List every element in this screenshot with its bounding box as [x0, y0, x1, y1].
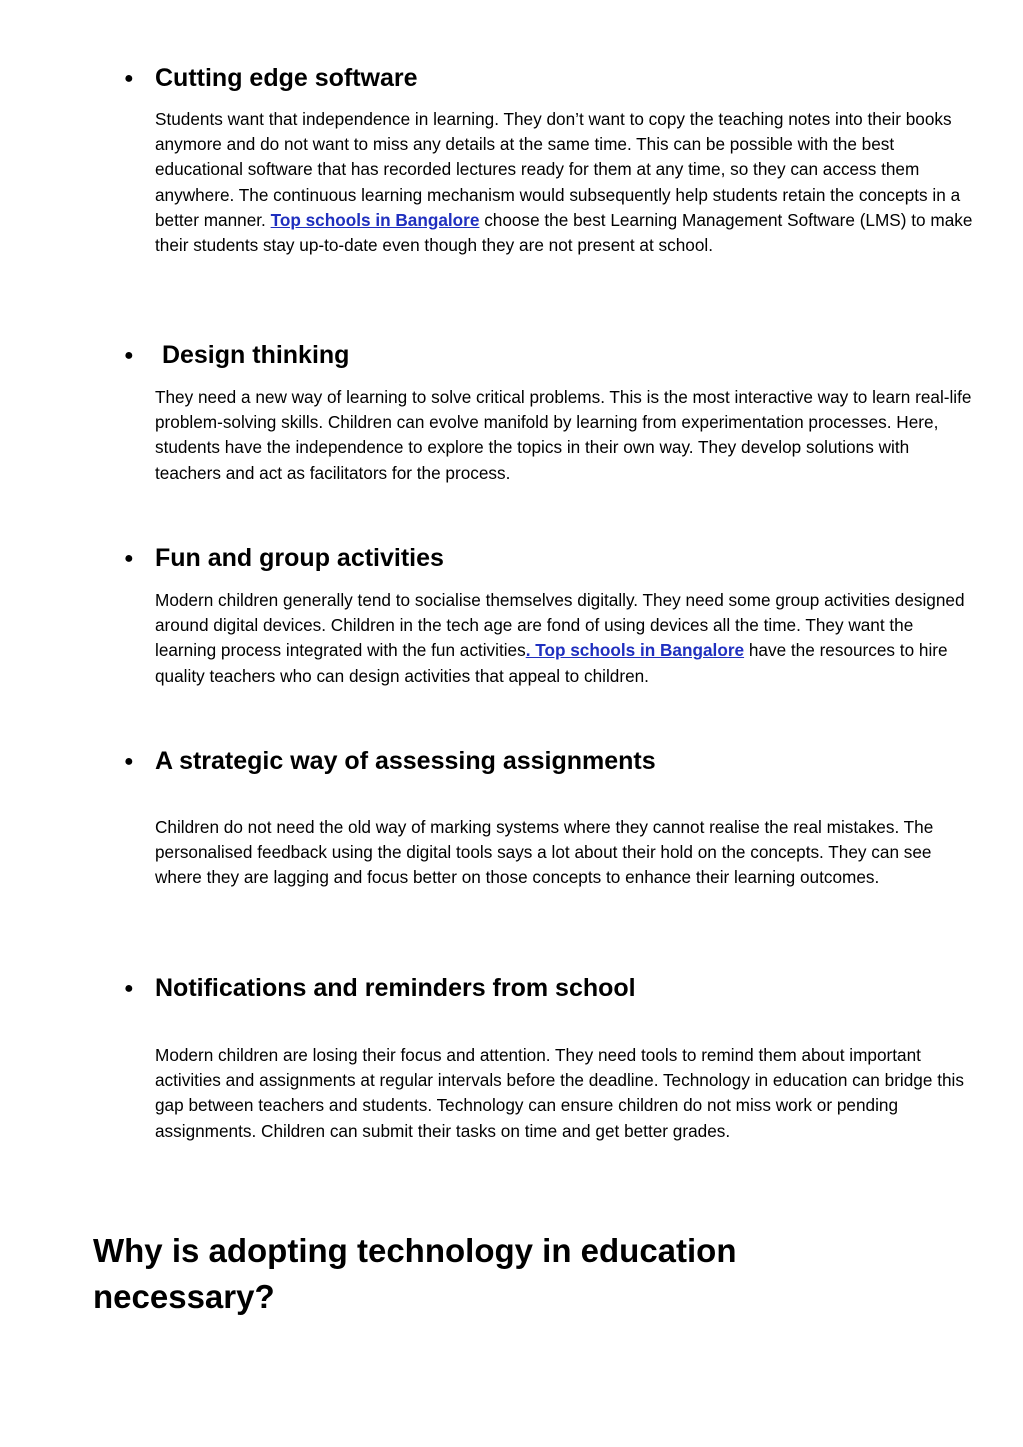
- top-schools-bangalore-link[interactable]: . Top schools in Bangalore: [525, 640, 745, 661]
- heading-text: Notifications and reminders from school: [155, 974, 636, 1002]
- heading-text: Fun and group activities: [155, 544, 444, 572]
- bullet-icon: ●: [124, 753, 134, 770]
- section-paragraph-notifications-reminders: [155, 1043, 975, 1144]
- section-heading-design-thinking: [124, 340, 349, 371]
- paragraph-text: choose the best Learning Management Software (LMS) to make their students stay up-to-date even though they are not present at school.: [155, 209, 973, 256]
- section-heading-notifications-reminders: [124, 973, 636, 1004]
- section-paragraph-fun-group-activities: [155, 588, 975, 689]
- heading-text: A strategic way of assessing assignments: [155, 747, 656, 775]
- bullet-icon: ●: [124, 347, 134, 364]
- bullet-icon: ●: [124, 70, 134, 87]
- paragraph-text: have the resources to hire quality teachers who can design activities that appeal to children.: [155, 640, 948, 686]
- section-heading-cutting-edge-software: [124, 63, 418, 94]
- paragraph-text: Modern children generally tend to socialise themselves digitally. They need some group activities designed around digital devices. Children in the tech age are fond of using devices all the time. They want the learning process integrated with the fun activities: [155, 590, 965, 661]
- paragraph-text: Modern children are losing their focus and attention. They need tools to remind them about important activities and assignments at regular intervals before the deadline. Technology in education can bridge this gap between teachers and students. Technology can ensure children do not miss work or pending assignments. Children can submit their tasks on time and get better grades.: [155, 1045, 964, 1141]
- section-heading-fun-group-activities: [124, 543, 444, 574]
- paragraph-text: Children do not need the old way of marking systems where they cannot realise the real mistakes. The personalised feedback using the digital tools says a lot about their hold on the concepts. They can see where they are lagging and focus better on those concepts to enhance their learning outcomes.: [155, 817, 934, 888]
- section-paragraph-design-thinking: [155, 385, 975, 486]
- heading-text: Cutting edge software: [155, 64, 418, 92]
- closing-heading: Why is adopting technology in education necessary?: [93, 1232, 737, 1315]
- bullet-icon: ●: [124, 550, 134, 567]
- heading-text: Design thinking: [155, 341, 350, 369]
- section-heading-strategic-assessing: [124, 746, 656, 777]
- section-paragraph-strategic-assessing: [155, 815, 975, 891]
- section-paragraph-cutting-edge-software: [155, 107, 975, 258]
- top-schools-bangalore-link[interactable]: Top schools in Bangalore: [270, 209, 480, 230]
- paragraph-text: Students want that independence in learning. They don’t want to copy the teaching notes into their books anymore and do not want to miss any details at the same time. This can be possible with the best educational software that has recorded lectures ready for them at any time, so they can access them anywhere. The continuous learning mechanism would subsequently help students retain the concepts in a better manner.: [155, 109, 961, 230]
- bullet-icon: ●: [124, 980, 134, 997]
- paragraph-text: They need a new way of learning to solve critical problems. This is the most interactive way to learn real-life problem-solving skills. Children can evolve manifold by learning from experimentation processes. Here, students have the independence to explore the topics in their own way. They develop solutions with teachers and act as facilitators for the process.: [155, 387, 972, 483]
